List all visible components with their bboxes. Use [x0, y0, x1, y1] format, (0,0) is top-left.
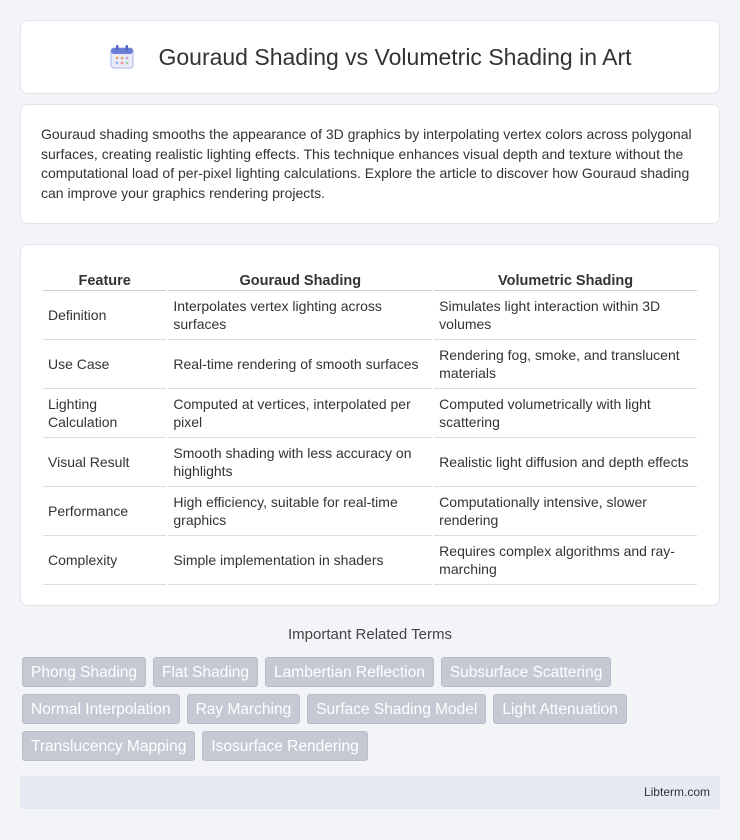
related-term-tag[interactable]: Subsurface Scattering — [441, 657, 612, 687]
table-cell: Simulates light interaction within 3D volumes — [434, 291, 697, 340]
table-row — [43, 389, 697, 438]
comparison-table — [41, 267, 699, 585]
table-cell: Interpolates vertex lighting across surfaces — [168, 291, 432, 340]
table-row — [43, 340, 697, 389]
footer-site-link[interactable]: Libterm.com — [643, 785, 710, 799]
column-header-feature: Feature — [43, 267, 166, 291]
column-header-gouraud: Gouraud Shading — [168, 267, 432, 291]
table-cell: Performance — [43, 487, 166, 536]
table-cell: Lighting Calculation — [43, 389, 166, 438]
related-term-tag[interactable]: Normal Interpolation — [22, 694, 180, 724]
table-row — [43, 487, 697, 536]
related-term-tag[interactable]: Ray Marching — [187, 694, 301, 724]
table-cell: Realistic light diffusion and depth effects — [434, 438, 697, 487]
header-card — [20, 20, 720, 94]
table-cell: Definition — [43, 291, 166, 340]
table-cell: Use Case — [43, 340, 166, 389]
table-header-row — [43, 267, 697, 291]
related-term-tag[interactable]: Surface Shading Model — [307, 694, 486, 724]
table-cell: Simple implementation in shaders — [168, 536, 432, 585]
table-cell: High efficiency, suitable for real-time graphics — [168, 487, 432, 536]
related-term-tag[interactable]: Light Attenuation — [493, 694, 627, 724]
comparison-table-card — [20, 244, 720, 606]
intro-text: Gouraud shading smooths the appearance of 3D graphics by interpolating vertex colors across polygonal surfaces, creating realistic lighting effects. This technique enhances visual depth and texture without the computational load of per-pixel lighting calculations. Explore the article to discover how Gouraud shading can improve your graphics rendering projects. — [41, 126, 692, 201]
table-row — [43, 536, 697, 585]
column-header-volumetric: Volumetric Shading — [434, 267, 697, 291]
related-term-tag[interactable]: Isosurface Rendering — [202, 731, 367, 761]
table-cell: Smooth shading with less accuracy on highlights — [168, 438, 432, 487]
table-cell: Visual Result — [43, 438, 166, 487]
intro-card — [20, 104, 720, 224]
table-cell: Computationally intensive, slower rendering — [434, 487, 697, 536]
table-row — [43, 438, 697, 487]
table-cell: Real-time rendering of smooth surfaces — [168, 340, 432, 389]
table-cell: Requires complex algorithms and ray-marching — [434, 536, 697, 585]
table-row — [43, 291, 697, 340]
related-term-tag[interactable]: Lambertian Reflection — [265, 657, 434, 687]
table-cell: Complexity — [43, 536, 166, 585]
related-terms-title: Important Related Terms — [288, 626, 452, 643]
related-term-tag[interactable]: Phong Shading — [22, 657, 146, 687]
table-cell: Computed volumetrically with light scattering — [434, 389, 697, 438]
table-cell: Computed at vertices, interpolated per pixel — [168, 389, 432, 438]
footer — [20, 776, 720, 809]
related-terms-list — [22, 657, 722, 761]
calendar-icon — [108, 43, 136, 71]
related-term-tag[interactable]: Flat Shading — [153, 657, 258, 687]
page-title: Gouraud Shading vs Volumetric Shading in Art — [158, 43, 632, 70]
table-cell: Rendering fog, smoke, and translucent materials — [434, 340, 697, 389]
related-term-tag[interactable]: Translucency Mapping — [22, 731, 195, 761]
